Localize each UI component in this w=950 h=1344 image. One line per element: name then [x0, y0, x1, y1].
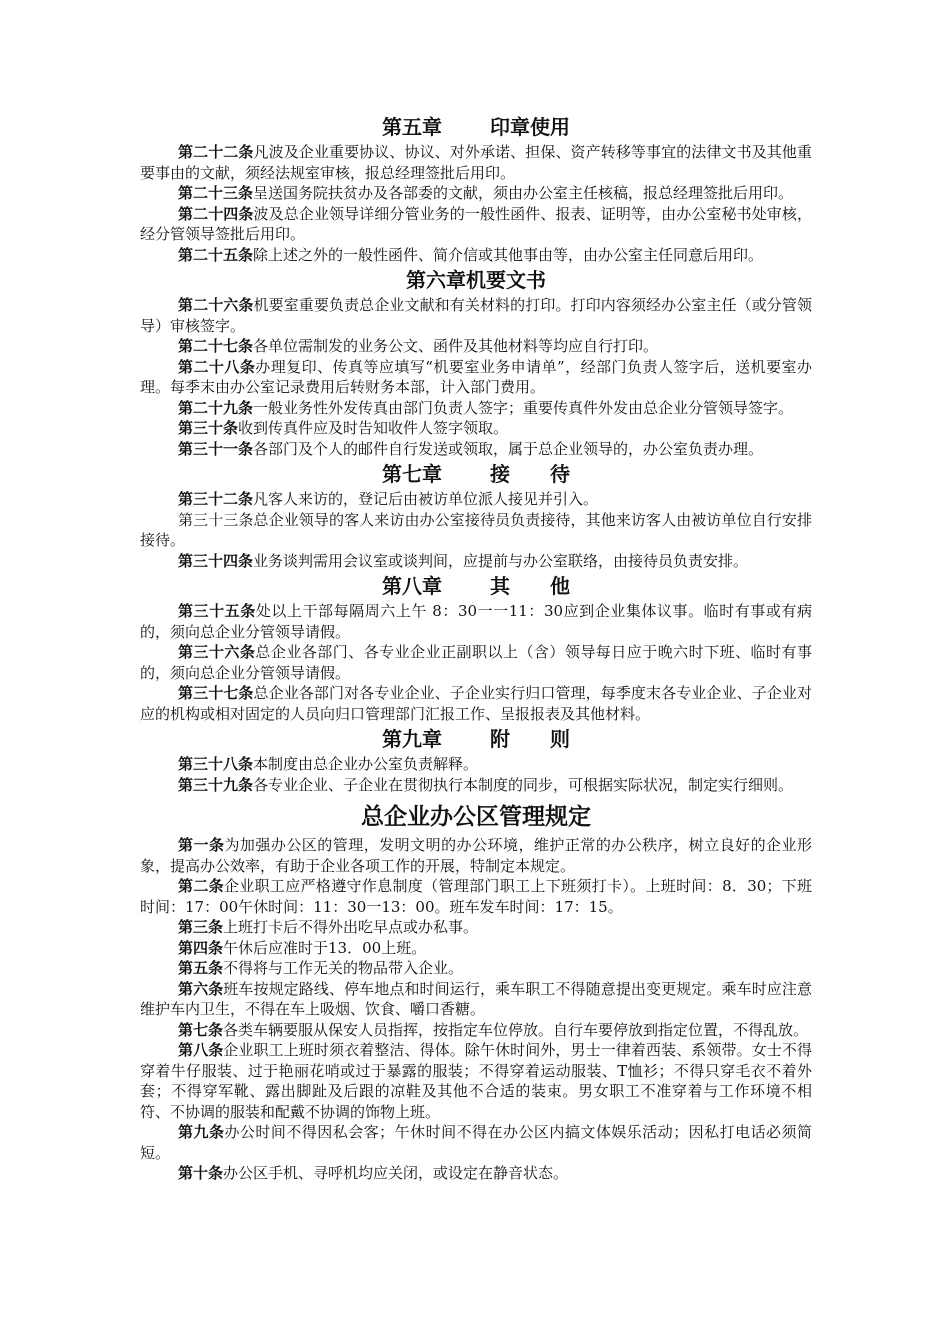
article-label: 第三十四条 [178, 551, 254, 570]
article: 第三条上班打卡后不得外出吃早点或办私事。 [178, 918, 479, 936]
article: 第三十九条各专业企业、子企业在贯彻执行本制度的同步，可根据实际状况，制定实行细则。 [178, 775, 794, 794]
article: 第三十二条凡客人来访的，登记后由被访单位派人接见并引入。 [178, 490, 599, 508]
chapter-title: 第五章 印章使用 [382, 115, 570, 139]
article-label: 第三十七条 [178, 684, 254, 702]
article: 第二十五条除上述之外的一般性函件、简介信或其他事由等，由办公室主任同意后用印。 [178, 245, 764, 264]
article: 第三十五条处以上干部每隔周六上午 8：30一一11：30应到企业集体议事。临时有事或有病的，须向总企业分管领导请假。 [140, 602, 812, 641]
article: 第二条企业职工应严格遵守作息制度（管理部门职工上下班须打卡）。上班时间：8．30；下班时间：17：00午休时间：11：30一13：00。班车发车时间：17：15。 [140, 877, 812, 916]
article-label: 第二十七条 [178, 337, 254, 355]
article: 第三十条收到传真件应及时告知收件人签字领取。 [178, 419, 509, 437]
article: 第二十六条机要室重要负责总企业文献和有关材料的打印。打印内容须经办公室主任（或分管领导）审核签字。 [140, 296, 812, 335]
article-label: 第二十二条 [178, 143, 254, 161]
article-label: 第八条 [178, 1041, 224, 1059]
article: 第六条班车按规定路线、停车地点和时间运行，乘车职工不得随意提出变更规定。乘车时应注意维护车内卫生，不得在车上吸烟、饮食、嚼口香糖。 [140, 979, 812, 1018]
article: 第三十四条业务谈判需用会议室或谈判间，应提前与办公室联络，由接待员负责安排。 [178, 551, 749, 570]
article-label: 第三十六条 [178, 643, 256, 661]
article-label: 第三十九条 [178, 775, 254, 794]
article: 第二十九条一般业务性外发传真由部门负责人签字；重要传真件外发由总企业分管领导签字。 [178, 398, 794, 417]
article-label: 第二十四条 [178, 204, 254, 223]
article: 第二十七条各单位需制发的业务公文、函件及其他材料等均应自行打印。 [178, 337, 659, 355]
article-label: 第三十一条 [178, 439, 254, 458]
article: 第十条办公区手机、寻呼机均应关闭，或设定在静音状态。 [178, 1164, 569, 1182]
article-label: 第三十五条 [178, 602, 256, 620]
article-label: 第二十三条 [178, 184, 254, 202]
article: 第三十三条总企业领导的客人来访由办公室接待员负责接待，其他来访客人由被访单位自行安排接待。 [140, 510, 812, 549]
regulation-title: 总企业办公区管理规定 [361, 803, 591, 830]
article-label: 第二十五条 [178, 245, 254, 264]
article-label: 第三十条 [178, 419, 239, 437]
article: 第七条各类车辆要服从保安人员指挥，按指定车位停放。自行车要停放到指定位置，不得乱放。 [178, 1020, 809, 1039]
article: 第九条办公时间不得因私会客；午休时间不得在办公区内搞文体娱乐活动；因私打电话必须简短。 [140, 1123, 812, 1162]
article-label: 第三条 [178, 918, 224, 936]
article: 第一条为加强办公区的管理，发明文明的办公环境，维护正常的办公秩序，树立良好的企业形象，提高办公效率，有助于企业各项工作的开展，特制定本规定。 [140, 836, 812, 875]
article: 第三十一条各部门及个人的邮件自行发送或领取，属于总企业领导的，办公室负责办理。 [178, 439, 764, 458]
chapter-title: 第九章 附 则 [382, 727, 570, 751]
article-label: 第七条 [178, 1020, 224, 1039]
chapter-title: 第七章 接 待 [382, 462, 570, 486]
article-label: 第一条 [178, 836, 225, 854]
article-label: 第二十九条 [178, 398, 254, 417]
article-label: 第三十二条 [178, 490, 254, 508]
article: 第二十四条波及总企业领导详细分管业务的一般性函件、报表、证明等，由办公室秘书处审核，经分管领导签批后用印。 [140, 204, 812, 243]
article-label: 第十条 [178, 1164, 224, 1182]
article-label: 第六条 [178, 979, 224, 998]
article: 第四条午休后应准时于13．00上班。 [178, 938, 427, 957]
article: 第三十八条本制度由总企业办公室负责解释。 [178, 755, 479, 773]
article-label: 第五条 [178, 959, 224, 977]
article-label: 第九条 [178, 1123, 225, 1141]
article: 第八条企业职工上班时须衣着整洁、得体。除午休时间外，男士一律着西装、系领带。女士不得穿着牛仔服装、过于艳丽花哨或过于暴露的服装；不得穿着运动服装、T恤衫；不得只穿毛衣不着外套；不得穿军靴、露出脚趾及后跟的凉鞋及其他不合适的装束。男女职工不准穿着与工作环境不相符、不协调的服装和配戴不协调的饰物上班。 [140, 1041, 812, 1121]
article: 第三十七条总企业各部门对各专业企业、子企业实行归口管理，每季度末各专业企业、子企业对应的机构或相对固定的人员向归口管理部门汇报工作、呈报报表及其他材料。 [140, 684, 812, 723]
article-label: 第二十六条 [178, 296, 254, 314]
article: 第二十三条呈送国务院扶贫办及各部委的文献，须由办公室主任核稿，报总经理签批后用印。 [178, 184, 794, 202]
article: 第五条不得将与工作无关的物品带入企业。 [178, 959, 464, 977]
chapter-title: 第六章机要文书 [406, 268, 546, 292]
article-label: 第二条 [178, 877, 224, 895]
article-label: 第三十八条 [178, 755, 254, 773]
article-label: 第四条 [178, 938, 224, 957]
article: 第二十八条办理复印、传真等应填写“机要室业务申请单”，经部门负责人签字后，送机要室办理。每季末由办公室记录费用后转财务本部，计入部门费用。 [140, 357, 812, 396]
chapter-title: 第八章 其 他 [382, 574, 570, 598]
article: 第二十二条凡波及企业重要协议、协议、对外承诺、担保、资产转移等事宜的法律文书及其他重要事由的文献，须经法规室审核，报总经理签批后用印。 [140, 143, 812, 182]
article: 第三十六条总企业各部门、各专业企业正副职以上（含）领导每日应于晚六时下班、临时有事的，须向总企业分管领导请假。 [140, 643, 812, 682]
article-label: 第二十八条 [178, 357, 256, 376]
document-page [140, 112, 812, 1184]
